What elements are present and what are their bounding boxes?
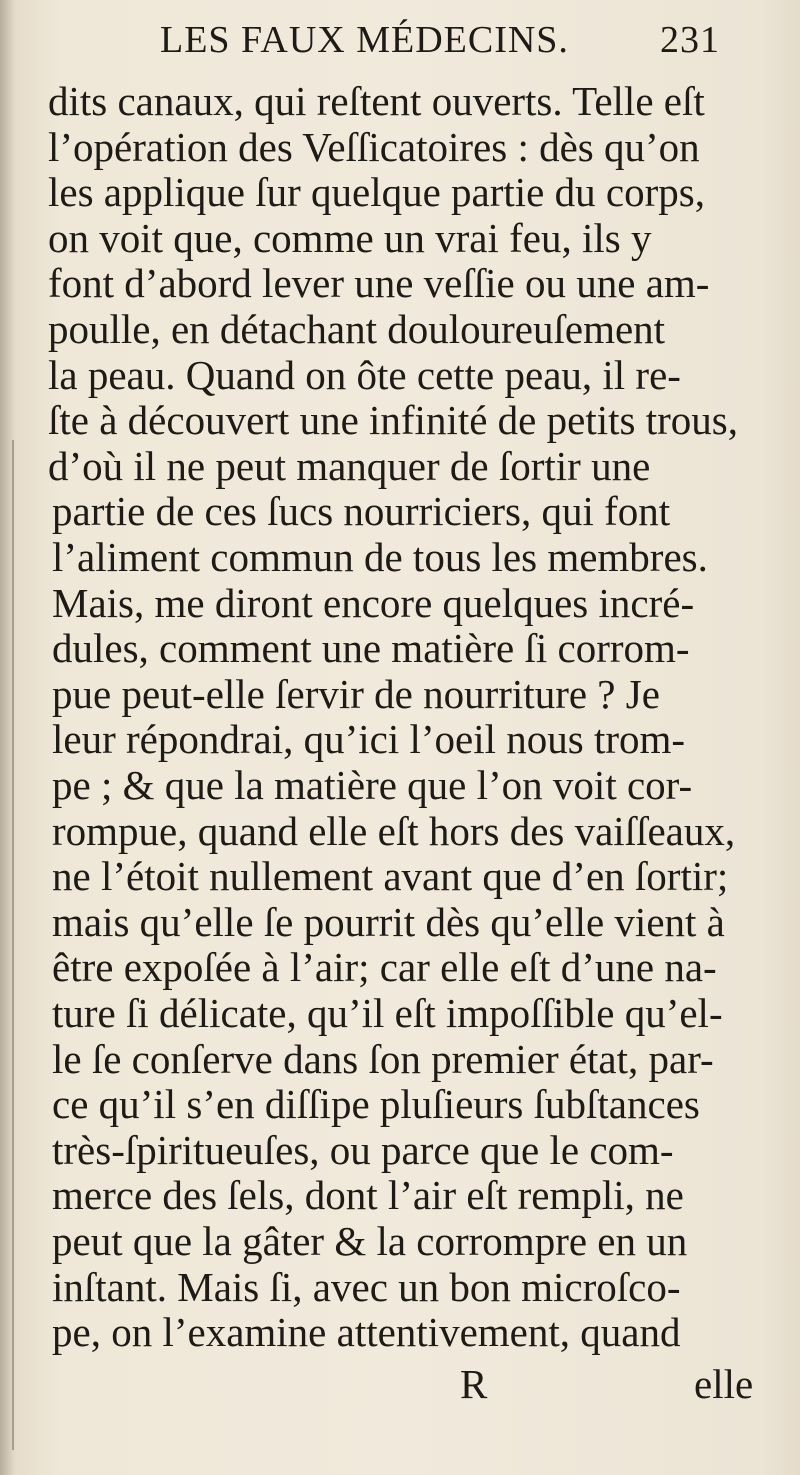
text-line: leur répondrai, qu’ici l’oeil nous trom- xyxy=(52,716,686,762)
text-line: partie de ces ſucs nourriciers, qui font xyxy=(52,488,671,534)
text-line: l’aliment commun de tous les membres. xyxy=(52,534,708,580)
text-line: rompue, quand elle eſt hors des vaiſſeaux, xyxy=(52,808,736,854)
text-line: Mais, me diront encore quelques incré- xyxy=(52,580,695,626)
text-line: pe, on l’examine attentivement, quand xyxy=(52,1309,681,1355)
page-number: 231 xyxy=(660,19,720,61)
margin-rule xyxy=(12,440,14,1450)
text-line: très-ſpiritueuſes, ou parce que le com- xyxy=(52,1127,674,1173)
text-line: peut que la gâter & la corrompre en un xyxy=(52,1218,688,1264)
text-line: ture ſi délicate, qu’il eſt impoſſible qu’el- xyxy=(52,990,723,1036)
text-line: mais qu’elle ſe pourrit dès qu’elle vient à xyxy=(52,899,725,945)
text-line: d’où il ne peut manquer de ſortir une xyxy=(48,443,651,489)
text-line: ne l’étoit nullement avant que d’en ſortir; xyxy=(52,853,729,899)
text-line: pue peut-elle ſervir de nourriture ? Je xyxy=(52,671,660,717)
text-line: ce qu’il s’en diſſipe pluſieurs ſubſtances xyxy=(52,1081,700,1127)
text-line: dules, comment une matière ſi corrom- xyxy=(52,625,690,671)
page-header xyxy=(160,18,720,68)
text-line: ſte à découvert une infinité de petits trous, xyxy=(48,397,738,443)
catchword: elle xyxy=(694,1361,754,1407)
text-line: le ſe conſerve dans ſon premier état, par- xyxy=(52,1036,714,1082)
signature-mark: R xyxy=(460,1361,488,1407)
text-line: font d’abord lever une veſſie ou une am- xyxy=(48,260,710,306)
text-line: dits canaux, qui reſtent ouverts. Telle eſt xyxy=(48,78,705,124)
text-line: être expoſée à l’air; car elle eſt d’une na- xyxy=(52,944,717,990)
running-title: LES FAUX MÉDECINS. xyxy=(160,19,569,61)
text-line: inſtant. Mais ſi, avec un bon microſco- xyxy=(52,1264,681,1310)
text-line: pe ; & que la matière que l’on voit cor- xyxy=(52,762,693,808)
text-line: les applique ſur quelque partie du corps, xyxy=(48,169,705,215)
text-line: l’opération des Veſſicatoires : dès qu’on xyxy=(48,124,700,170)
text-line: on voit que, comme un vrai feu, ils y xyxy=(48,215,652,261)
text-line: la peau. Quand on ôte cette peau, il re- xyxy=(48,352,681,398)
text-line: merce des ſels, dont l’air eſt rempli, ne xyxy=(52,1172,684,1218)
text-line: poulle, en détachant douloureuſement xyxy=(48,306,666,352)
page-footer xyxy=(0,1360,800,1410)
